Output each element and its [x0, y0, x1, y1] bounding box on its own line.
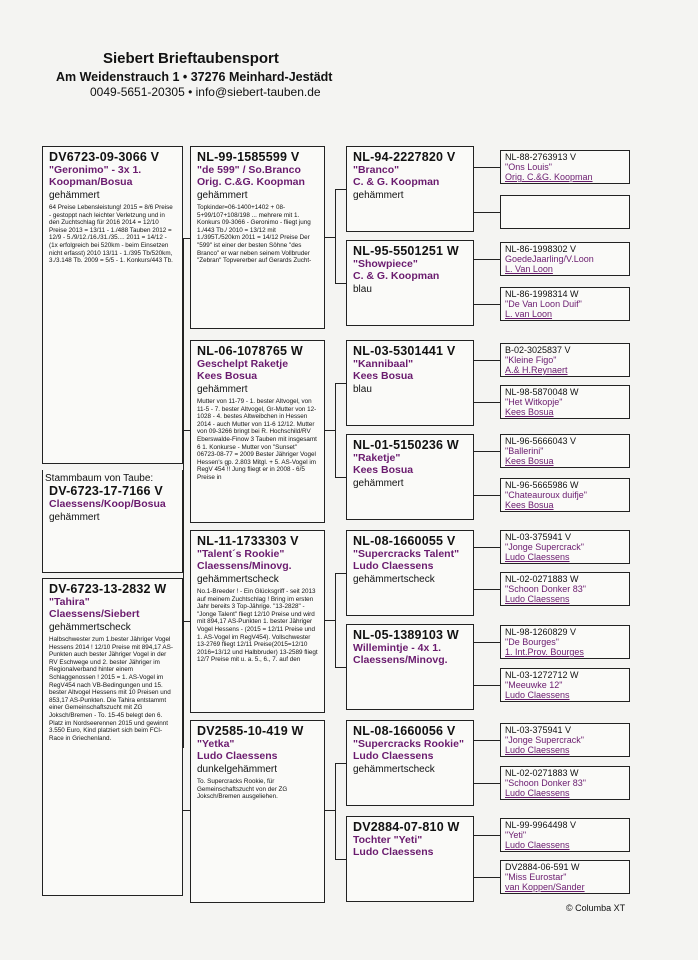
connector-gen3-n — [474, 783, 500, 784]
connector-gen2-vertical-4 — [335, 763, 336, 859]
mother-breeder: Claessens/Siebert — [49, 608, 140, 620]
g4-box-10 — [500, 625, 630, 659]
g3-breeder: Kees Bosua — [353, 370, 414, 382]
g3-name: "Branco" — [353, 164, 400, 176]
g3-ring: NL-01-5150236 W — [353, 438, 459, 452]
mother-box — [42, 578, 183, 896]
g3-breeder: Ludo Claessens — [353, 846, 434, 858]
g4-breeder: Orig. C.&G. Koopman — [505, 172, 593, 182]
g4-ring: DV2884-06-591 W — [505, 862, 580, 872]
letterhead — [0, 0, 698, 110]
g4-box-12 — [500, 723, 630, 757]
g4-ring: NL-86-1998314 W — [505, 289, 579, 299]
connector-gen2-h1b — [335, 283, 346, 284]
g3-ring: NL-08-1660056 V — [353, 724, 456, 738]
g4-breeder: van Koppen/Sander — [505, 882, 585, 892]
fm-box — [190, 340, 325, 523]
fm-name: Geschelpt Raketje — [197, 358, 289, 370]
g4-ring: B-02-3025837 V — [505, 345, 571, 355]
g3-breeder: Ludo Claessens — [353, 750, 434, 762]
g4-box-8 — [500, 530, 630, 564]
g4-ring: NL-99-9964498 V — [505, 820, 577, 830]
g3-box-4 — [346, 530, 474, 616]
g4-ring: NL-96-5665986 W — [505, 480, 579, 490]
g3-color: gehämmertscheck — [353, 764, 435, 775]
subject-box — [42, 470, 183, 573]
g4-breeder: Ludo Claessens — [505, 840, 570, 850]
g4-breeder: Ludo Claessens — [505, 788, 570, 798]
g4-box-15 — [500, 860, 630, 894]
g4-box-13 — [500, 766, 630, 800]
g4-breeder: Ludo Claessens — [505, 552, 570, 562]
company-contact: 0049-5651-20305 • info@siebert-tauben.de — [90, 85, 321, 99]
g4-box-3 — [500, 287, 630, 321]
g3-box-1 — [346, 240, 474, 326]
connector-gen1-to-mm — [183, 810, 190, 811]
g3-breeder: Claessens/Minovg. — [353, 654, 448, 666]
g3-box-7 — [346, 816, 474, 902]
g4-name: "Jonge Supercrack" — [505, 735, 584, 745]
father-name: "Geronimo" - 3x 1. — [49, 164, 142, 176]
g3-name: Tochter "Yeti" — [353, 834, 423, 846]
g4-name: "Jonge Supercrack" — [505, 542, 584, 552]
connector-gen1-to-fm — [183, 430, 190, 431]
connector-gen1-to-ff — [183, 238, 190, 239]
connector-gen3-i — [474, 547, 500, 548]
g4-name: "De Van Loon Duif" — [505, 299, 582, 309]
connector-gen3-l — [474, 685, 500, 686]
g3-color: gehämmert — [353, 190, 404, 201]
father-breeder: Koopman/Bosua — [49, 176, 133, 188]
g3-ring: DV2884-07-810 W — [353, 820, 460, 834]
mf-name: "Talent´s Rookie" — [197, 548, 285, 560]
connector-gen3-f — [474, 402, 500, 403]
g3-name: "Supercracks Talent" — [353, 548, 460, 560]
g4-breeder: Ludo Claessens — [505, 745, 570, 755]
connector-gen3-c — [474, 259, 500, 260]
ff-ring: NL-99-1585599 V — [197, 150, 300, 164]
connector-gen2-h4b — [335, 859, 346, 860]
g3-name: "Kannibaal" — [353, 358, 414, 370]
g4-name: "Ons Louis" — [505, 162, 552, 172]
g4-ring: NL-02-0271883 W — [505, 574, 579, 584]
mother-name: "Tahira" — [49, 596, 90, 608]
g4-name: "Chateauroux duifje" — [505, 490, 587, 500]
g3-breeder: Kees Bosua — [353, 464, 414, 476]
g4-box-5 — [500, 385, 630, 419]
g4-box-14 — [500, 818, 630, 852]
g4-breeder: Ludo Claessens — [505, 690, 570, 700]
g4-box-2 — [500, 242, 630, 276]
g4-breeder: L. van Loon — [505, 309, 553, 319]
g3-breeder: Ludo Claessens — [353, 560, 434, 572]
connector-gen3-d — [474, 304, 500, 305]
g3-color: blau — [353, 284, 372, 295]
connector-gen3-h — [474, 495, 500, 496]
mm-name: "Yetka" — [197, 738, 235, 750]
g3-name: "Raketje" — [353, 452, 401, 464]
g4-ring: NL-96-5666043 V — [505, 436, 577, 446]
g4-name: "De Bourges" — [505, 637, 559, 647]
g3-box-6 — [346, 720, 474, 806]
connector-gen3-k — [474, 642, 500, 643]
g4-name: "Ballerini" — [505, 446, 544, 456]
g3-name: "Showpiece" — [353, 258, 418, 270]
connector-gen1-to-mf — [183, 621, 190, 622]
g4-ring: NL-98-1260829 V — [505, 627, 577, 637]
g4-name: GoedeJaarling/V.Loon — [505, 254, 594, 264]
mf-notes: No.1-Breeder ! - Ein Glücksgriff - seit 2013 auf meinem Zuchtschlag ! Bring im ersten Jahr bereits 3 Top-Jährige. "13-2828" - "Jonge Talent" fliegt 12/10 Preise und wird mit 894,17 AS-Punkten 1. bester Jähriger Vogel Hessens - (2015 = 12/11 Preise und 1. AS-Vogel im RegV454). Vollschwester 13-2769 fliegt 12/11 Preise(2015=12/10 2016=13/12 und Halbbruder) 13-2589 fliegt 12/7 Preise mit u. a. 5., 6., 7. auf den — [197, 588, 318, 664]
g4-box-7 — [500, 478, 630, 512]
father-color: gehämmert — [49, 190, 100, 201]
g3-color: gehämmert — [353, 478, 404, 489]
mother-notes: Halbschwester zum 1.bester Jähriger Vogel Hessens 2014 ! 12/10 Preise mit 894,17 AS-Punkten auch bester Jähriger Vogel in der RV Eschwege und 2. bester Jähriger im Regionalverband hinter einem Schlaggenossen ! 2015 = 1. AS-Vogel im RegV454 nach VB-Bedingungen und 15. bester Altvogel Hessens mit 10 Preisen und 853,17 AS-Punkten. Die Tahira entstammt einer Gemeinschaftszucht mit ZG Joksch/Bremen - To. 15-45 belegt den 6. Platz im Nordseerennen 2015 und gewinnt 3.550 Euro, Kind platziert sich beim FCI-Race in Griechenland. — [49, 636, 173, 742]
g3-name: "Supercracks Rookie" — [353, 738, 464, 750]
g4-name: "Miss Eurostar" — [505, 872, 567, 882]
company-name: Siebert Brieftaubensport — [103, 50, 279, 67]
g4-box-4 — [500, 343, 630, 377]
g4-box-1 — [500, 195, 630, 229]
mother-ring: DV-6723-13-2832 W — [49, 582, 167, 596]
g4-breeder: Ludo Claessens — [505, 594, 570, 604]
mf-box — [190, 530, 325, 713]
mm-color: dunkelgehämmert — [197, 764, 278, 775]
connector-gen3-m — [474, 740, 500, 741]
connector-gen3-p — [474, 877, 500, 878]
connector-gen1-vertical — [183, 238, 184, 748]
g3-ring: NL-05-1389103 W — [353, 628, 459, 642]
company-address: Am Weidenstrauch 1 • 37276 Meinhard-Jestädt — [56, 70, 333, 84]
connector-gen2-h1 — [325, 237, 335, 238]
connector-gen2-h2b — [335, 477, 346, 478]
mm-notes: To. Supercracks Rookie, für Gemeinschaftszucht von der ZG Joksch/Bremen ausgeliehen. — [197, 778, 288, 801]
connector-gen3-b — [474, 212, 500, 213]
g4-ring: NL-86-1998302 V — [505, 244, 577, 254]
mm-breeder: Ludo Claessens — [197, 750, 278, 762]
connector-gen3-j — [474, 589, 500, 590]
father-ring: DV6723-09-3066 V — [49, 150, 160, 164]
mm-box — [190, 720, 325, 903]
g4-box-9 — [500, 572, 630, 606]
g4-ring: NL-03-375941 V — [505, 725, 572, 735]
g4-ring: NL-98-5870048 W — [505, 387, 579, 397]
connector-gen3-o — [474, 835, 500, 836]
mother-color: gehämmertscheck — [49, 622, 131, 633]
father-notes: 64 Preise Lebensleistung! 2015 = 8/6 Preise - gestoppt nach leichter Verletzung und in den Zuchtschlag für 2016 2014 = 12/10 Preise 2013 = 13/11 - 1./488 Tauben 2012 = 12/9 - 5./9/12./16./31./35.... 2011 = 14/12 - (1x erfolgreich bei 520km - beim Einsetzen nicht erfasst) 2010 13/11 - 1./395 Tb/520km, 3./3.148 Tb. 2009 = 5/5 - 1. Konkurs/443 Tb. — [49, 204, 173, 265]
subject-ring: DV-6723-17-7166 V — [49, 484, 163, 498]
connector-gen3-g — [474, 451, 500, 452]
g4-breeder: Kees Bosua — [505, 407, 554, 417]
connector-gen2-h2a — [335, 383, 346, 384]
g4-name: "Schoon Donker 83" — [505, 778, 586, 788]
ff-name: "de 599" / So.Branco — [197, 164, 301, 176]
g3-name: Willemintje - 4x 1. — [353, 642, 442, 654]
g4-ring: NL-02-0271883 W — [505, 768, 579, 778]
subject-breeder: Claessens/Koop/Bosua — [49, 498, 166, 510]
g3-box-5 — [346, 624, 474, 710]
g4-box-0 — [500, 150, 630, 184]
ff-box — [190, 146, 325, 329]
g4-name: "Meeuwke 12" — [505, 680, 563, 690]
connector-gen3-e — [474, 360, 500, 361]
fm-breeder: Kees Bosua — [197, 370, 258, 382]
g4-box-6 — [500, 434, 630, 468]
connector-gen2-vertical-2 — [335, 383, 336, 477]
father-box — [42, 146, 183, 464]
g4-box-11 — [500, 668, 630, 702]
g3-breeder: C. & G. Koopman — [353, 176, 440, 188]
g3-box-2 — [346, 340, 474, 426]
connector-gen2-h1a — [335, 189, 346, 190]
connector-gen2-h3 — [325, 620, 335, 621]
mf-color: gehämmertscheck — [197, 574, 279, 585]
fm-color: gehämmert — [197, 384, 248, 395]
ff-notes: Topkinder=06-1400+1402 + 08-5+99/107+108/198 ... mehrere mit 1. Konkurs 09-3066 - Geronimo - fliegt jung 1./443 Tb./ 2010 = 13/12 mit 1./395T./520km 2011 = 14/12 Preise Der "599" ist einer der besten Söhne "des Branco" er war neben seinem Vollbruder "Zebran" Topvererber auf Gerards Zucht- — [197, 204, 312, 265]
subject-color: gehämmert — [49, 512, 100, 523]
copyright: © Columba XT — [566, 903, 626, 913]
mf-breeder: Claessens/Minovg. — [197, 560, 292, 572]
g3-color: gehämmertscheck — [353, 574, 435, 585]
g3-ring: NL-08-1660055 V — [353, 534, 456, 548]
connector-gen2-h3a — [335, 573, 346, 574]
connector-gen2-h2 — [325, 430, 335, 431]
connector-gen2-h3b — [335, 667, 346, 668]
g3-ring: NL-03-5301441 V — [353, 344, 456, 358]
subject-label: Stammbaum von Taube: — [45, 473, 154, 484]
g4-breeder: A.& H.Reynaert — [505, 365, 568, 375]
g4-ring: NL-03-1272712 W — [505, 670, 579, 680]
connector-gen2-h4a — [335, 763, 346, 764]
connector-gen2-vertical-3 — [335, 573, 336, 667]
g4-breeder: Kees Bosua — [505, 500, 554, 510]
g4-breeder: L. Van Loon — [505, 264, 553, 274]
mm-ring: DV2585-10-419 W — [197, 724, 304, 738]
mf-ring: NL-11-1733303 V — [197, 534, 299, 548]
ff-breeder: Orig. C.&G. Koopman — [197, 176, 305, 188]
connector-gen3-a — [474, 167, 500, 168]
g3-ring: NL-94-2227820 V — [353, 150, 456, 164]
connector-gen2-vertical-1 — [335, 189, 336, 283]
g4-name: "Kleine Figo" — [505, 355, 557, 365]
g4-ring: NL-03-375941 V — [505, 532, 572, 542]
fm-notes: Mutter von 11-79 - 1. bester Altvogel, von 11-5 - 7. bester Altvogel, Gr-Mutter von 12-1028 - 4. bestes Altweibchen in Hessen 2014 - auch Mutter von 11-6 12/12. Mutter von 09-3266 bringt bei R. Hochschild/RV Eberswalde-Finow 3 Tauben mit insgesamt 6 1. Konkurse - Mutter von "Sunset" 06723-08-77 = 2009 Bester Jähriger Vogel Hessen's gp. 2.803 Mitgl. + 5. AS-Vogel im RegV 454 !! Jung fliegt er in 2008 - 6/5 Preise in — [197, 398, 317, 481]
g4-name: "Schoon Donker 83" — [505, 584, 586, 594]
g4-name: "Yeti" — [505, 830, 527, 840]
g3-breeder: C. & G. Koopman — [353, 270, 440, 282]
ff-color: gehämmert — [197, 190, 248, 201]
g3-color: blau — [353, 384, 372, 395]
g4-ring: NL-88-2763913 V — [505, 152, 577, 162]
g3-ring: NL-95-5501251 W — [353, 244, 459, 258]
g3-box-0 — [346, 146, 474, 232]
g4-name: "Het Witkopje" — [505, 397, 563, 407]
connector-gen2-h4 — [325, 810, 335, 811]
g4-breeder: Kees Bosua — [505, 456, 554, 466]
g4-breeder: 1. Int.Prov. Bourges — [505, 647, 584, 657]
g3-box-3 — [346, 434, 474, 520]
fm-ring: NL-06-1078765 W — [197, 344, 303, 358]
